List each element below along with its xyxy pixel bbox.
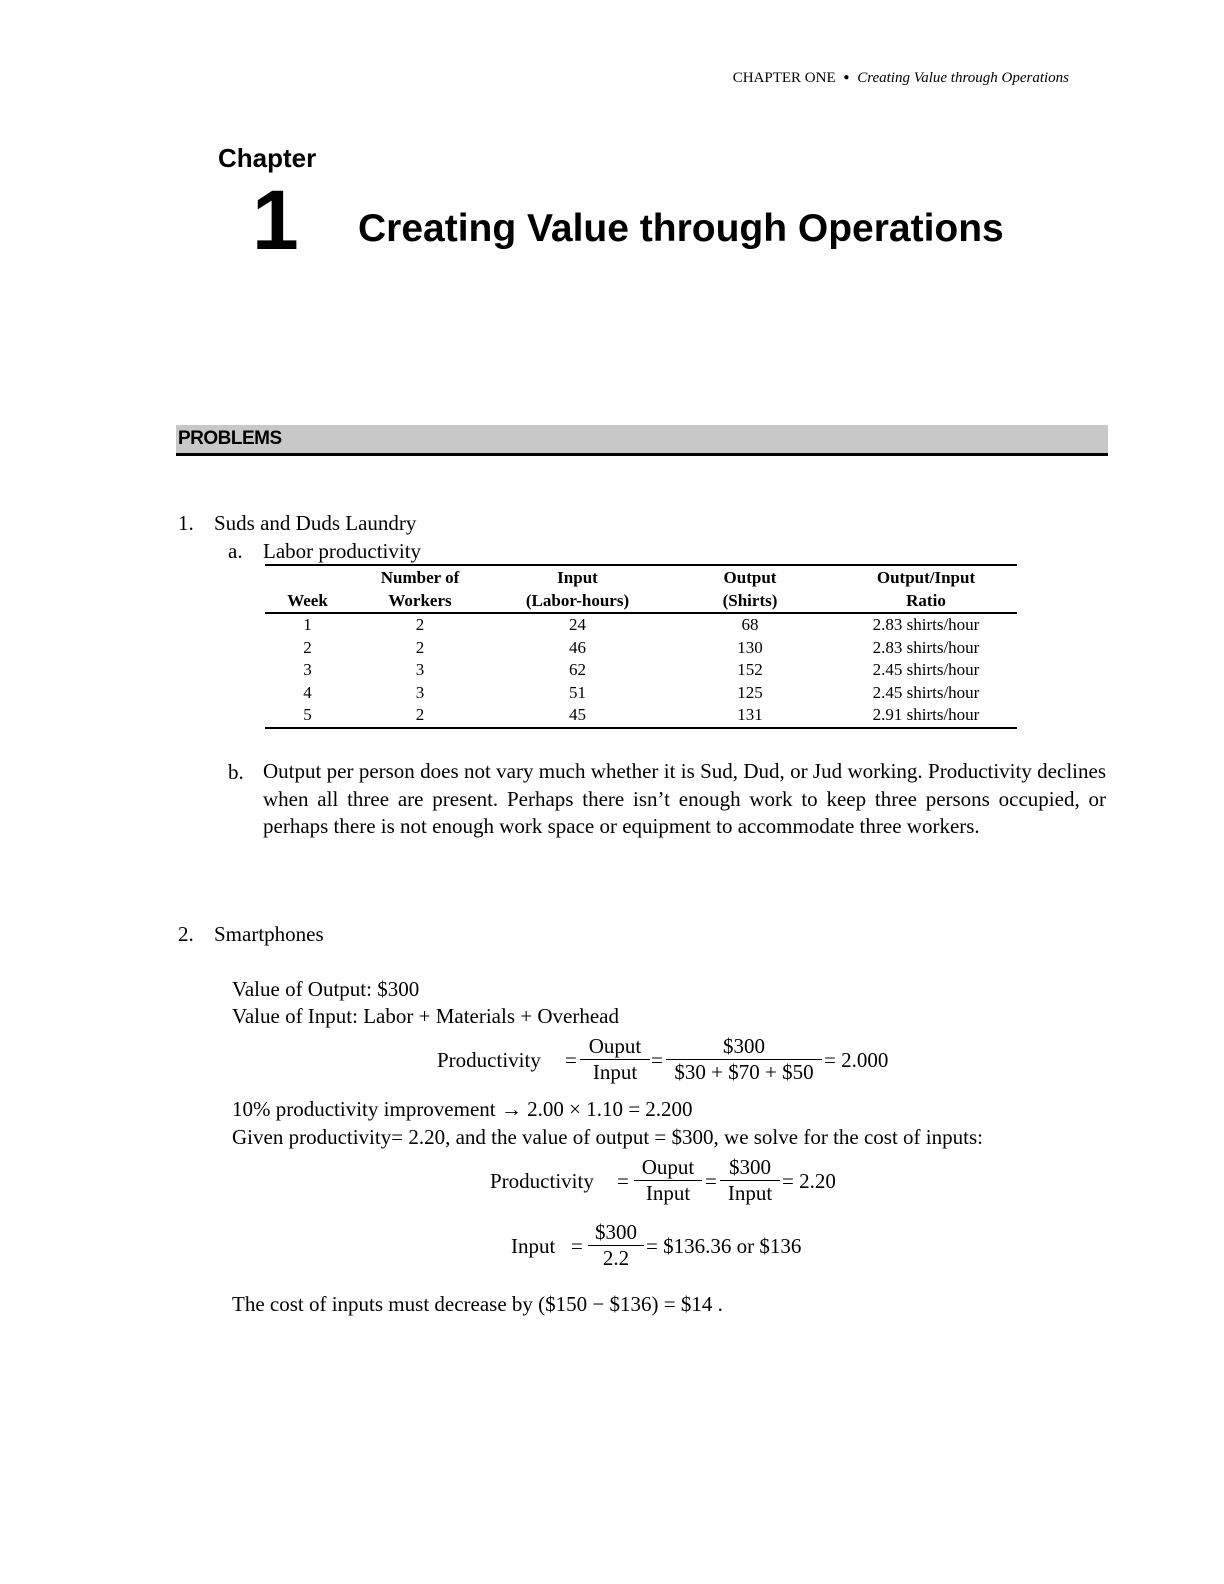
fraction-numerator: $300 bbox=[595, 1220, 637, 1244]
fraction-output-input bbox=[634, 1155, 702, 1206]
problem-1-number: 1. bbox=[178, 511, 194, 535]
fraction-numerator: $300 bbox=[723, 1034, 765, 1058]
table-cell: 51 bbox=[569, 682, 586, 702]
equation-lhs: Productivity bbox=[437, 1048, 541, 1072]
running-header-subtitle: Creating Value through Operations bbox=[857, 70, 1069, 86]
table-cell: 2 bbox=[415, 637, 425, 657]
conclusion-prefix: The cost of inputs must decrease by bbox=[232, 1292, 533, 1316]
table-cell: 125 bbox=[737, 682, 763, 702]
table-cell: 46 bbox=[569, 637, 586, 657]
column-header: Input bbox=[490, 565, 665, 589]
section-heading-bar bbox=[176, 425, 1108, 456]
fraction-denominator: Input bbox=[720, 1180, 780, 1206]
improvement-line: 10% productivity improvement → 2.00 × 1.10 = 2.200 bbox=[232, 1097, 693, 1121]
running-header bbox=[733, 70, 1069, 87]
running-header-chapter: CHAPTER ONE bbox=[732, 70, 836, 86]
problem-1a-letter: a. bbox=[228, 539, 243, 563]
equals-sign: = bbox=[565, 1048, 577, 1072]
table-header-row-top bbox=[265, 565, 1017, 589]
equation-lhs: Input bbox=[511, 1234, 556, 1258]
conclusion-line bbox=[232, 1292, 723, 1317]
table-cell: 4 bbox=[303, 682, 312, 702]
table-cell: 2.91 shirts/hour bbox=[835, 704, 1017, 728]
table-row bbox=[265, 613, 1017, 637]
column-header: Output bbox=[665, 565, 835, 589]
problem-1b-text: Output per person does not vary much whether it is Sud, Dud, or Jud working. Productivity declines when all three are present. Perhaps there isn’t enough work to keep three persons occupied, or perhaps there is not enough work space or equipment to accommodate three workers. bbox=[263, 759, 1106, 838]
bullet-icon: ● bbox=[843, 72, 850, 83]
fraction-value-input bbox=[666, 1034, 822, 1085]
column-header: Output/Input bbox=[835, 565, 1017, 589]
table-cell: 24 bbox=[569, 615, 586, 634]
table-cell: 3 bbox=[303, 660, 312, 679]
table-cell: 2 bbox=[415, 615, 425, 634]
given-line: Given productivity= 2.20, and the value of output = $300, we solve for the cost of inputs: bbox=[232, 1125, 983, 1149]
table-cell: 2.83 shirts/hour bbox=[872, 637, 980, 657]
equation-lhs: Productivity bbox=[490, 1169, 594, 1193]
column-header: (Shirts) bbox=[665, 589, 835, 613]
conclusion-expression: ($150 − $136) bbox=[538, 1292, 659, 1316]
fraction-numerator: $300 bbox=[729, 1155, 771, 1179]
table-cell: 152 bbox=[737, 660, 763, 679]
table-cell: 1 bbox=[303, 615, 312, 634]
table-cell: 131 bbox=[665, 704, 835, 728]
table-cell: 2.45 shirts/hour bbox=[872, 682, 980, 702]
column-header: Ratio bbox=[835, 589, 1017, 613]
problem-1-title: Suds and Duds Laundry bbox=[214, 511, 417, 535]
table-cell: 2 bbox=[350, 704, 490, 728]
equation-result: = 2.20 bbox=[782, 1169, 836, 1193]
conclusion-result: = $14 . bbox=[663, 1292, 723, 1316]
fraction-denominator: 2.2 bbox=[588, 1245, 644, 1271]
problem-1b-letter: b. bbox=[228, 760, 244, 784]
equals-sign: = bbox=[705, 1169, 717, 1193]
equals-sign: = bbox=[651, 1048, 663, 1072]
table-row bbox=[265, 637, 1017, 660]
problem-1a-title: Labor productivity bbox=[263, 539, 422, 563]
table-cell: 5 bbox=[265, 704, 350, 728]
chapter-number: 1 bbox=[252, 173, 299, 267]
table-cell: 2.45 shirts/hour bbox=[872, 660, 980, 679]
table-row bbox=[265, 659, 1017, 682]
table-row bbox=[265, 682, 1017, 705]
column-header: Number of bbox=[350, 565, 490, 589]
fraction-numerator: Ouput bbox=[641, 1155, 695, 1179]
column-header: Week bbox=[265, 589, 350, 613]
equation-result: = $136.36 or $136 bbox=[646, 1234, 802, 1258]
equation-result: = 2.000 bbox=[824, 1048, 889, 1072]
table-cell: 45 bbox=[490, 704, 665, 728]
labor-productivity-table bbox=[265, 564, 1017, 729]
problem-2-number: 2. bbox=[178, 922, 194, 946]
chapter-label: Chapter bbox=[218, 143, 317, 173]
column-header: (Labor-hours) bbox=[490, 589, 665, 613]
table-cell: 130 bbox=[737, 637, 763, 657]
table-cell: 2 bbox=[303, 637, 312, 657]
problem-2-title: Smartphones bbox=[214, 922, 324, 946]
table-cell: 3 bbox=[415, 682, 425, 702]
table-cell: 68 bbox=[741, 615, 759, 634]
table-row bbox=[265, 704, 1017, 728]
value-of-output: Value of Output: $300 bbox=[232, 977, 420, 1001]
fraction-value-productivity bbox=[588, 1220, 644, 1271]
fraction-denominator: Input bbox=[580, 1059, 650, 1085]
equals-sign: = bbox=[617, 1169, 629, 1193]
fraction-numerator: Ouput bbox=[588, 1034, 642, 1058]
value-of-input: Value of Input: Labor + Materials + Overhead bbox=[232, 1004, 619, 1028]
fraction-output-input bbox=[580, 1034, 650, 1085]
section-title: PROBLEMS bbox=[178, 428, 282, 449]
equals-sign: = bbox=[571, 1234, 583, 1258]
column-header bbox=[265, 565, 350, 589]
table-cell: 2.83 shirts/hour bbox=[872, 615, 980, 634]
table-cell: 3 bbox=[415, 660, 425, 679]
table-cell: 62 bbox=[569, 660, 586, 679]
fraction-denominator: Input bbox=[634, 1180, 702, 1206]
column-header: Workers bbox=[350, 589, 490, 613]
table-header-row-bottom bbox=[265, 589, 1017, 613]
fraction-value-input bbox=[720, 1155, 780, 1206]
fraction-denominator: $30 + $70 + $50 bbox=[666, 1059, 822, 1085]
chapter-title: Creating Value through Operations bbox=[358, 207, 1004, 250]
